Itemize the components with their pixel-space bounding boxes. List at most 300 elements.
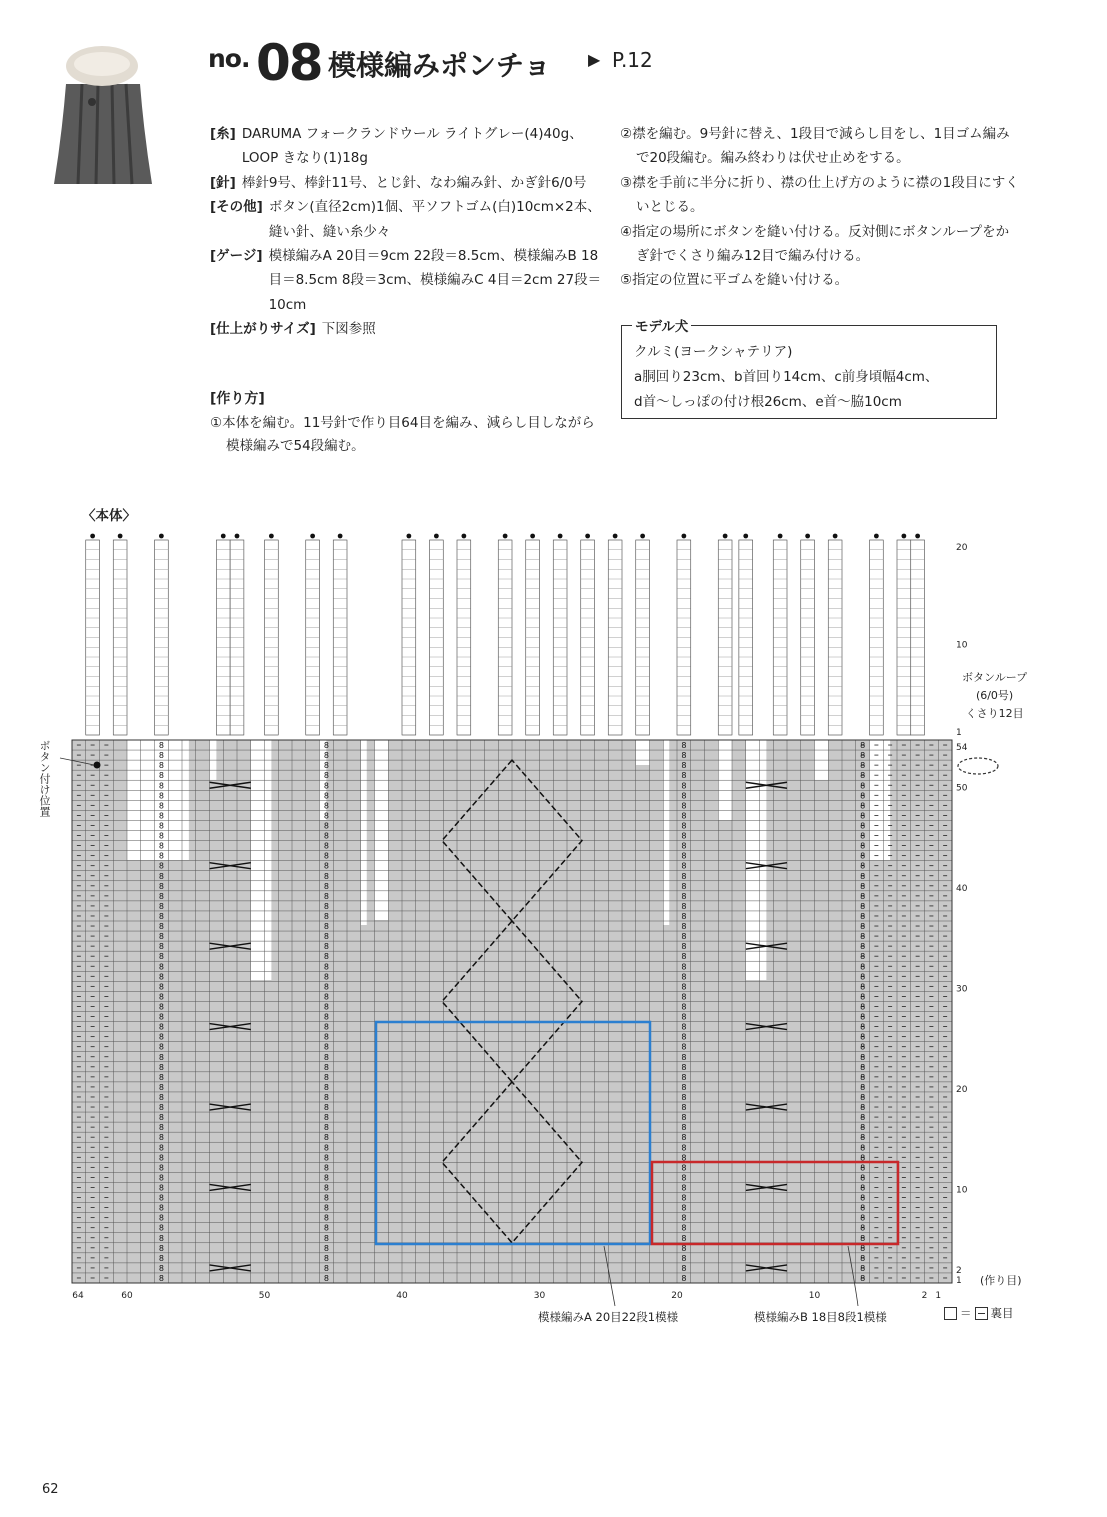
twist-stitch-mark: 8 <box>323 1032 329 1042</box>
collar-tick-label: 20 <box>956 542 968 553</box>
bind-off-dot-icon <box>743 534 748 539</box>
twist-stitch-mark: 8 <box>860 901 866 911</box>
howto-heading: [作り方] <box>210 391 265 407</box>
twist-stitch-mark: 8 <box>158 1062 164 1072</box>
decrease-gap <box>663 740 669 925</box>
pattern-no-label: no. <box>208 44 250 73</box>
knitting-chart <box>0 520 1107 1310</box>
twist-stitch-mark: 8 <box>860 761 866 771</box>
bind-off-dot-icon <box>640 534 645 539</box>
twist-stitch-mark: 8 <box>860 1263 866 1273</box>
twist-stitch-mark: 8 <box>681 881 687 891</box>
twist-stitch-mark: 8 <box>158 911 164 921</box>
twist-stitch-mark: 8 <box>860 982 866 992</box>
twist-stitch-mark: 8 <box>158 922 164 932</box>
x-tick-label: 10 <box>808 1291 821 1301</box>
pattern-number: 08 <box>256 34 322 92</box>
howto-step-5: ⑤指定の位置に平ゴムを縫い付ける。 <box>620 272 849 289</box>
twist-stitch-mark: 8 <box>323 791 329 801</box>
twist-stitch-mark: 8 <box>158 982 164 992</box>
twist-stitch-mark: 8 <box>158 1143 164 1153</box>
collar-tick-label: 1 <box>956 728 962 738</box>
bind-off-dot-icon <box>585 534 590 539</box>
twist-stitch-mark: 8 <box>681 1273 687 1283</box>
triangle-arrow-icon: ▶ <box>588 50 601 69</box>
twist-stitch-mark: 8 <box>681 1193 687 1203</box>
twist-stitch-mark: 8 <box>681 891 687 901</box>
bind-off-dot-icon <box>235 534 240 539</box>
twist-stitch-mark: 8 <box>158 1233 164 1243</box>
twist-stitch-mark: 8 <box>323 1082 329 1092</box>
spec-other: [その他] ボタン(直径2cm)1個、平ソフトゴム(白)10cm×2本、縫い針、縫い糸少々 <box>210 199 601 240</box>
twist-stitch-mark: 8 <box>323 761 329 771</box>
twist-stitch-mark: 8 <box>323 821 329 831</box>
twist-stitch-mark: 8 <box>681 761 687 771</box>
twist-stitch-mark: 8 <box>323 1273 329 1283</box>
twist-stitch-mark: 8 <box>681 972 687 982</box>
twist-stitch-mark: 8 <box>158 781 164 791</box>
twist-stitch-mark: 8 <box>860 922 866 932</box>
twist-stitch-mark: 8 <box>681 781 687 791</box>
pattern-b-label: 模様編みB 18目8段1模様 <box>754 1310 887 1324</box>
twist-stitch-mark: 8 <box>860 791 866 801</box>
twist-stitch-mark: 8 <box>681 821 687 831</box>
twist-stitch-mark: 8 <box>158 972 164 982</box>
twist-stitch-mark: 8 <box>681 1213 687 1223</box>
twist-stitch-mark: 8 <box>860 801 866 811</box>
twist-stitch-mark: 8 <box>860 741 866 751</box>
twist-stitch-mark: 8 <box>323 1183 329 1193</box>
row-tick-label: 40 <box>956 883 968 894</box>
twist-stitch-mark: 8 <box>158 881 164 891</box>
twist-stitch-mark: 8 <box>158 831 164 841</box>
twist-stitch-mark: 8 <box>681 771 687 781</box>
twist-stitch-mark: 8 <box>158 761 164 771</box>
twist-stitch-mark: 8 <box>158 1072 164 1082</box>
chart-title: 〈本体〉 <box>82 508 136 524</box>
chart-legend: ＝ 裏目 <box>944 1305 1014 1321</box>
twist-stitch-mark: 8 <box>681 811 687 821</box>
twist-stitch-mark: 8 <box>323 871 329 881</box>
twist-stitch-mark: 8 <box>681 1032 687 1042</box>
howto-steps <box>620 122 1020 293</box>
spec-yarn: [糸] DARUMA フォークランドウール ライトグレー(4)40g、LOOP きなり(1)18g <box>210 126 583 167</box>
twist-stitch-mark: 8 <box>681 1082 687 1092</box>
twist-stitch-mark: 8 <box>681 1133 687 1143</box>
twist-stitch-mark: 8 <box>323 1213 329 1223</box>
model-measure-2: d首〜しっぽの付け根26cm、e首〜脇10cm <box>634 394 902 410</box>
twist-stitch-mark: 8 <box>681 1113 687 1123</box>
twist-stitch-mark: 8 <box>681 1243 687 1253</box>
twist-stitch-mark: 8 <box>681 1203 687 1213</box>
twist-stitch-mark: 8 <box>681 801 687 811</box>
twist-stitch-mark: 8 <box>323 922 329 932</box>
twist-stitch-mark: 8 <box>860 1103 866 1113</box>
twist-stitch-mark: 8 <box>158 992 164 1002</box>
twist-stitch-mark: 8 <box>323 841 329 851</box>
twist-stitch-mark: 8 <box>860 952 866 962</box>
twist-stitch-mark: 8 <box>158 952 164 962</box>
button-dot-icon <box>94 762 101 769</box>
twist-stitch-mark: 8 <box>681 1052 687 1062</box>
twist-stitch-mark: 8 <box>323 891 329 901</box>
twist-stitch-mark: 8 <box>681 1263 687 1273</box>
twist-stitch-mark: 8 <box>323 1052 329 1062</box>
twist-stitch-mark: 8 <box>681 1062 687 1072</box>
x-tick-label: 64 <box>72 1291 84 1301</box>
decrease-gap <box>870 740 891 860</box>
twist-stitch-mark: 8 <box>158 1032 164 1042</box>
twist-stitch-mark: 8 <box>860 1213 866 1223</box>
decrease-gap <box>636 740 650 765</box>
decrease-gap <box>361 740 367 925</box>
bind-off-dot-icon <box>874 534 879 539</box>
twist-stitch-mark: 8 <box>158 1273 164 1283</box>
twist-stitch-mark: 8 <box>323 1233 329 1243</box>
row-tick-label: 2 <box>956 1265 962 1276</box>
row-tick-label: 50 <box>956 783 968 794</box>
twist-stitch-mark: 8 <box>860 962 866 972</box>
twist-stitch-mark: 8 <box>860 1032 866 1042</box>
twist-stitch-mark: 8 <box>158 801 164 811</box>
bind-off-dot-icon <box>338 534 343 539</box>
twist-stitch-mark: 8 <box>158 932 164 942</box>
twist-stitch-mark: 8 <box>860 781 866 791</box>
twist-stitch-mark: 8 <box>681 1022 687 1032</box>
twist-stitch-mark: 8 <box>323 851 329 861</box>
twist-stitch-mark: 8 <box>158 811 164 821</box>
twist-stitch-mark: 8 <box>681 922 687 932</box>
twist-stitch-mark: 8 <box>860 821 866 831</box>
twist-stitch-mark: 8 <box>681 911 687 921</box>
twist-stitch-mark: 8 <box>158 1082 164 1092</box>
twist-stitch-mark: 8 <box>323 1163 329 1173</box>
twist-stitch-mark: 8 <box>860 1123 866 1133</box>
twist-stitch-mark: 8 <box>681 1042 687 1052</box>
bind-off-dot-icon <box>805 534 810 539</box>
twist-stitch-mark: 8 <box>681 932 687 942</box>
twist-stitch-mark: 8 <box>323 811 329 821</box>
twist-stitch-mark: 8 <box>323 1012 329 1022</box>
twist-stitch-mark: 8 <box>158 1022 164 1032</box>
twist-stitch-mark: 8 <box>860 1173 866 1183</box>
twist-stitch-mark: 8 <box>681 952 687 962</box>
twist-stitch-mark: 8 <box>158 1133 164 1143</box>
twist-stitch-mark: 8 <box>860 1153 866 1163</box>
twist-stitch-mark: 8 <box>158 1253 164 1263</box>
twist-stitch-mark: 8 <box>323 1123 329 1133</box>
twist-stitch-mark: 8 <box>860 1082 866 1092</box>
twist-stitch-mark: 8 <box>323 1173 329 1183</box>
model-heading: モデル犬 <box>632 315 691 335</box>
howto-step-4: ④指定の場所にボタンを縫い付ける。反対側にボタンループをかぎ針でくさり編み12目で編み付ける。 <box>620 223 1010 265</box>
twist-stitch-mark: 8 <box>860 1253 866 1263</box>
x-tick-label: 40 <box>396 1291 408 1301</box>
x-tick-label: 50 <box>258 1291 271 1301</box>
twist-stitch-mark: 8 <box>860 1092 866 1102</box>
twist-stitch-mark: 8 <box>323 1243 329 1253</box>
twist-stitch-mark: 8 <box>323 1203 329 1213</box>
bind-off-dot-icon <box>269 534 274 539</box>
spec-size: [仕上がりサイズ] 下図参照 <box>210 321 376 338</box>
twist-stitch-mark: 8 <box>860 1113 866 1123</box>
button-loop-label: ボタンループ (6/0号) くさり12目 <box>962 671 1028 720</box>
twist-stitch-mark: 8 <box>860 891 866 901</box>
twist-stitch-mark: 8 <box>681 992 687 1002</box>
twist-stitch-mark: 8 <box>323 1253 329 1263</box>
decrease-gap <box>251 740 272 980</box>
twist-stitch-mark: 8 <box>681 982 687 992</box>
blank-cell-icon <box>944 1307 957 1320</box>
twist-stitch-mark: 8 <box>323 901 329 911</box>
twist-stitch-mark: 8 <box>323 1002 329 1012</box>
twist-stitch-mark: 8 <box>323 831 329 841</box>
howto-step-1: ①本体を編む。11号針で作り目64目を編み、減らし目しながら模様編みで54段編む。 <box>210 415 595 454</box>
twist-stitch-mark: 8 <box>681 1123 687 1133</box>
bind-off-dot-icon <box>118 534 123 539</box>
twist-stitch-mark: 8 <box>158 962 164 972</box>
twist-stitch-mark: 8 <box>681 871 687 881</box>
twist-stitch-mark: 8 <box>860 1052 866 1062</box>
legend-label: 裏目 <box>990 1306 1014 1320</box>
page-reference: P.12 <box>612 48 653 72</box>
twist-stitch-mark: 8 <box>681 1143 687 1153</box>
twist-stitch-mark: 8 <box>681 1183 687 1193</box>
twist-stitch-mark: 8 <box>158 751 164 761</box>
bind-off-dot-icon <box>406 534 411 539</box>
cast-on-label: (作り目) <box>980 1274 1022 1287</box>
twist-stitch-mark: 8 <box>158 821 164 831</box>
twist-stitch-mark: 8 <box>681 1012 687 1022</box>
bind-off-dot-icon <box>530 534 535 539</box>
twist-stitch-mark: 8 <box>323 911 329 921</box>
twist-stitch-mark: 8 <box>158 1173 164 1183</box>
twist-stitch-mark: 8 <box>860 1193 866 1203</box>
twist-stitch-mark: 8 <box>158 1123 164 1133</box>
twist-stitch-mark: 8 <box>860 992 866 1002</box>
twist-stitch-mark: 8 <box>323 1022 329 1032</box>
twist-stitch-mark: 8 <box>323 781 329 791</box>
bind-off-dot-icon <box>915 534 920 539</box>
page-title: 模様編みポンチョ <box>328 49 552 82</box>
twist-stitch-mark: 8 <box>323 1263 329 1273</box>
twist-stitch-mark: 8 <box>860 1183 866 1193</box>
twist-stitch-mark: 8 <box>681 861 687 871</box>
twist-stitch-mark: 8 <box>860 841 866 851</box>
twist-stitch-mark: 8 <box>158 1183 164 1193</box>
twist-stitch-mark: 8 <box>860 831 866 841</box>
twist-stitch-mark: 8 <box>158 1103 164 1113</box>
twist-stitch-mark: 8 <box>158 1243 164 1253</box>
bind-off-dot-icon <box>901 534 906 539</box>
twist-stitch-mark: 8 <box>323 1072 329 1082</box>
twist-stitch-mark: 8 <box>860 751 866 761</box>
twist-stitch-mark: 8 <box>158 1052 164 1062</box>
twist-stitch-mark: 8 <box>860 1042 866 1052</box>
twist-stitch-mark: 8 <box>681 791 687 801</box>
twist-stitch-mark: 8 <box>860 1203 866 1213</box>
row-tick-label: 10 <box>956 1185 968 1196</box>
bind-off-dot-icon <box>159 534 164 539</box>
twist-stitch-mark: 8 <box>323 932 329 942</box>
twist-stitch-mark: 8 <box>681 1233 687 1243</box>
bind-off-dot-icon <box>613 534 618 539</box>
twist-stitch-mark: 8 <box>323 1062 329 1072</box>
collar-tick-label: 10 <box>956 640 968 651</box>
twist-stitch-mark: 8 <box>158 851 164 861</box>
bind-off-dot-icon <box>503 534 508 539</box>
twist-stitch-mark: 8 <box>681 1103 687 1113</box>
bind-off-dot-icon <box>778 534 783 539</box>
twist-stitch-mark: 8 <box>860 771 866 781</box>
purl-cell-icon <box>975 1307 988 1320</box>
model-details <box>634 340 938 415</box>
row-tick-label: 54 <box>956 743 968 754</box>
twist-stitch-mark: 8 <box>860 1012 866 1022</box>
twist-stitch-mark: 8 <box>860 1143 866 1153</box>
x-tick-label: 20 <box>671 1291 683 1301</box>
twist-stitch-mark: 8 <box>681 841 687 851</box>
twist-stitch-mark: 8 <box>323 1113 329 1123</box>
twist-stitch-mark: 8 <box>323 942 329 952</box>
twist-stitch-mark: 8 <box>860 932 866 942</box>
twist-stitch-mark: 8 <box>681 1253 687 1263</box>
twist-stitch-mark: 8 <box>681 831 687 841</box>
twist-stitch-mark: 8 <box>681 962 687 972</box>
twist-stitch-mark: 8 <box>323 861 329 871</box>
pattern-a-label: 模様編みA 20目22段1模様 <box>538 1310 679 1324</box>
twist-stitch-mark: 8 <box>860 1233 866 1243</box>
twist-stitch-mark: 8 <box>323 771 329 781</box>
twist-stitch-mark: 8 <box>860 1163 866 1173</box>
model-name: クルミ(ヨークシャテリア) <box>634 344 793 360</box>
twist-stitch-mark: 8 <box>158 771 164 781</box>
twist-stitch-mark: 8 <box>860 911 866 921</box>
twist-stitch-mark: 8 <box>323 1223 329 1233</box>
twist-stitch-mark: 8 <box>323 1143 329 1153</box>
spec-needles: [針] 棒針9号、棒針11号、とじ針、なわ編み針、かぎ針6/0号 <box>210 174 587 191</box>
twist-stitch-mark: 8 <box>158 1213 164 1223</box>
twist-stitch-mark: 8 <box>158 841 164 851</box>
twist-stitch-mark: 8 <box>860 811 866 821</box>
twist-stitch-mark: 8 <box>323 1092 329 1102</box>
bind-off-dot-icon <box>461 534 466 539</box>
twist-stitch-mark: 8 <box>323 962 329 972</box>
twist-stitch-mark: 8 <box>158 1012 164 1022</box>
twist-stitch-mark: 8 <box>681 1002 687 1012</box>
twist-stitch-mark: 8 <box>860 851 866 861</box>
twist-stitch-mark: 8 <box>323 1042 329 1052</box>
twist-stitch-mark: 8 <box>323 741 329 751</box>
twist-stitch-mark: 8 <box>681 1092 687 1102</box>
bind-off-dot-icon <box>558 534 563 539</box>
twist-stitch-mark: 8 <box>158 1263 164 1273</box>
twist-stitch-mark: 8 <box>323 801 329 811</box>
row-tick-label: 20 <box>956 1084 968 1095</box>
twist-stitch-mark: 8 <box>860 1062 866 1072</box>
twist-stitch-mark: 8 <box>323 1133 329 1143</box>
twist-stitch-mark: 8 <box>681 901 687 911</box>
twist-stitch-mark: 8 <box>323 952 329 962</box>
x-tick-label: 30 <box>533 1291 546 1301</box>
twist-stitch-mark: 8 <box>860 1243 866 1253</box>
twist-stitch-mark: 8 <box>681 751 687 761</box>
bind-off-dot-icon <box>681 534 686 539</box>
page-number: 62 <box>42 1482 59 1497</box>
twist-stitch-mark: 8 <box>323 1153 329 1163</box>
twist-stitch-mark: 8 <box>860 871 866 881</box>
twist-stitch-mark: 8 <box>158 871 164 881</box>
twist-stitch-mark: 8 <box>860 1273 866 1283</box>
twist-stitch-mark: 8 <box>323 751 329 761</box>
twist-stitch-mark: 8 <box>681 1223 687 1233</box>
twist-stitch-mark: 8 <box>158 791 164 801</box>
twist-stitch-mark: 8 <box>158 861 164 871</box>
twist-stitch-mark: 8 <box>158 1223 164 1233</box>
bind-off-dot-icon <box>723 534 728 539</box>
bind-off-dot-icon <box>310 534 315 539</box>
row-tick-label: 30 <box>956 984 968 995</box>
twist-stitch-mark: 8 <box>323 1193 329 1203</box>
twist-stitch-mark: 8 <box>323 1103 329 1113</box>
twist-stitch-mark: 8 <box>860 972 866 982</box>
x-tick-label: 2 <box>921 1291 928 1301</box>
decrease-gap <box>375 740 389 920</box>
row-tick-label: 1 <box>956 1276 962 1286</box>
product-photo <box>52 44 156 192</box>
button-position-label: ボタン付け位置 <box>38 740 51 817</box>
model-measure-1: a胴回り23cm、b首回り14cm、c前身頃幅4cm、 <box>634 369 939 385</box>
twist-stitch-mark: 8 <box>681 741 687 751</box>
twist-stitch-mark: 8 <box>323 881 329 891</box>
twist-stitch-mark: 8 <box>158 741 164 751</box>
twist-stitch-mark: 8 <box>860 1072 866 1082</box>
twist-stitch-mark: 8 <box>158 1092 164 1102</box>
twist-stitch-mark: 8 <box>158 1042 164 1052</box>
twist-stitch-mark: 8 <box>860 1022 866 1032</box>
twist-stitch-mark: 8 <box>158 1113 164 1123</box>
x-tick-label: 60 <box>121 1291 133 1301</box>
twist-stitch-mark: 8 <box>681 1163 687 1173</box>
twist-stitch-mark: 8 <box>158 891 164 901</box>
twist-stitch-mark: 8 <box>860 942 866 952</box>
twist-stitch-mark: 8 <box>158 942 164 952</box>
twist-stitch-mark: 8 <box>681 1153 687 1163</box>
twist-stitch-mark: 8 <box>158 1193 164 1203</box>
howto-step-2: ②襟を編む。9号針に替え、1段目で減らし目をし、1目ゴム編みで20段編む。編み終わりは伏せ止めをする。 <box>620 126 1010 167</box>
twist-stitch-mark: 8 <box>681 1072 687 1082</box>
bind-off-dot-icon <box>434 534 439 539</box>
twist-stitch-mark: 8 <box>681 942 687 952</box>
twist-stitch-mark: 8 <box>323 972 329 982</box>
x-tick-label: 1 <box>935 1291 942 1301</box>
spec-gauge: [ゲージ] 模様編みA 20目＝9cm 22段＝8.5cm、模様編みB 18目＝8.5cm 8段＝3cm、模様編みC 4目＝2cm 27段＝10cm <box>210 248 602 313</box>
twist-stitch-mark: 8 <box>681 1173 687 1183</box>
twist-stitch-mark: 8 <box>860 1223 866 1233</box>
twist-stitch-mark: 8 <box>158 1203 164 1213</box>
twist-stitch-mark: 8 <box>860 1133 866 1143</box>
twist-stitch-mark: 8 <box>860 881 866 891</box>
twist-stitch-mark: 8 <box>158 1163 164 1173</box>
twist-stitch-mark: 8 <box>323 992 329 1002</box>
twist-stitch-mark: 8 <box>323 982 329 992</box>
twist-stitch-mark: 8 <box>158 1002 164 1012</box>
twist-stitch-mark: 8 <box>158 1153 164 1163</box>
twist-stitch-mark: 8 <box>860 1002 866 1012</box>
bind-off-dot-icon <box>221 534 226 539</box>
button-loop-icon <box>958 758 998 774</box>
bind-off-dot-icon <box>90 534 95 539</box>
